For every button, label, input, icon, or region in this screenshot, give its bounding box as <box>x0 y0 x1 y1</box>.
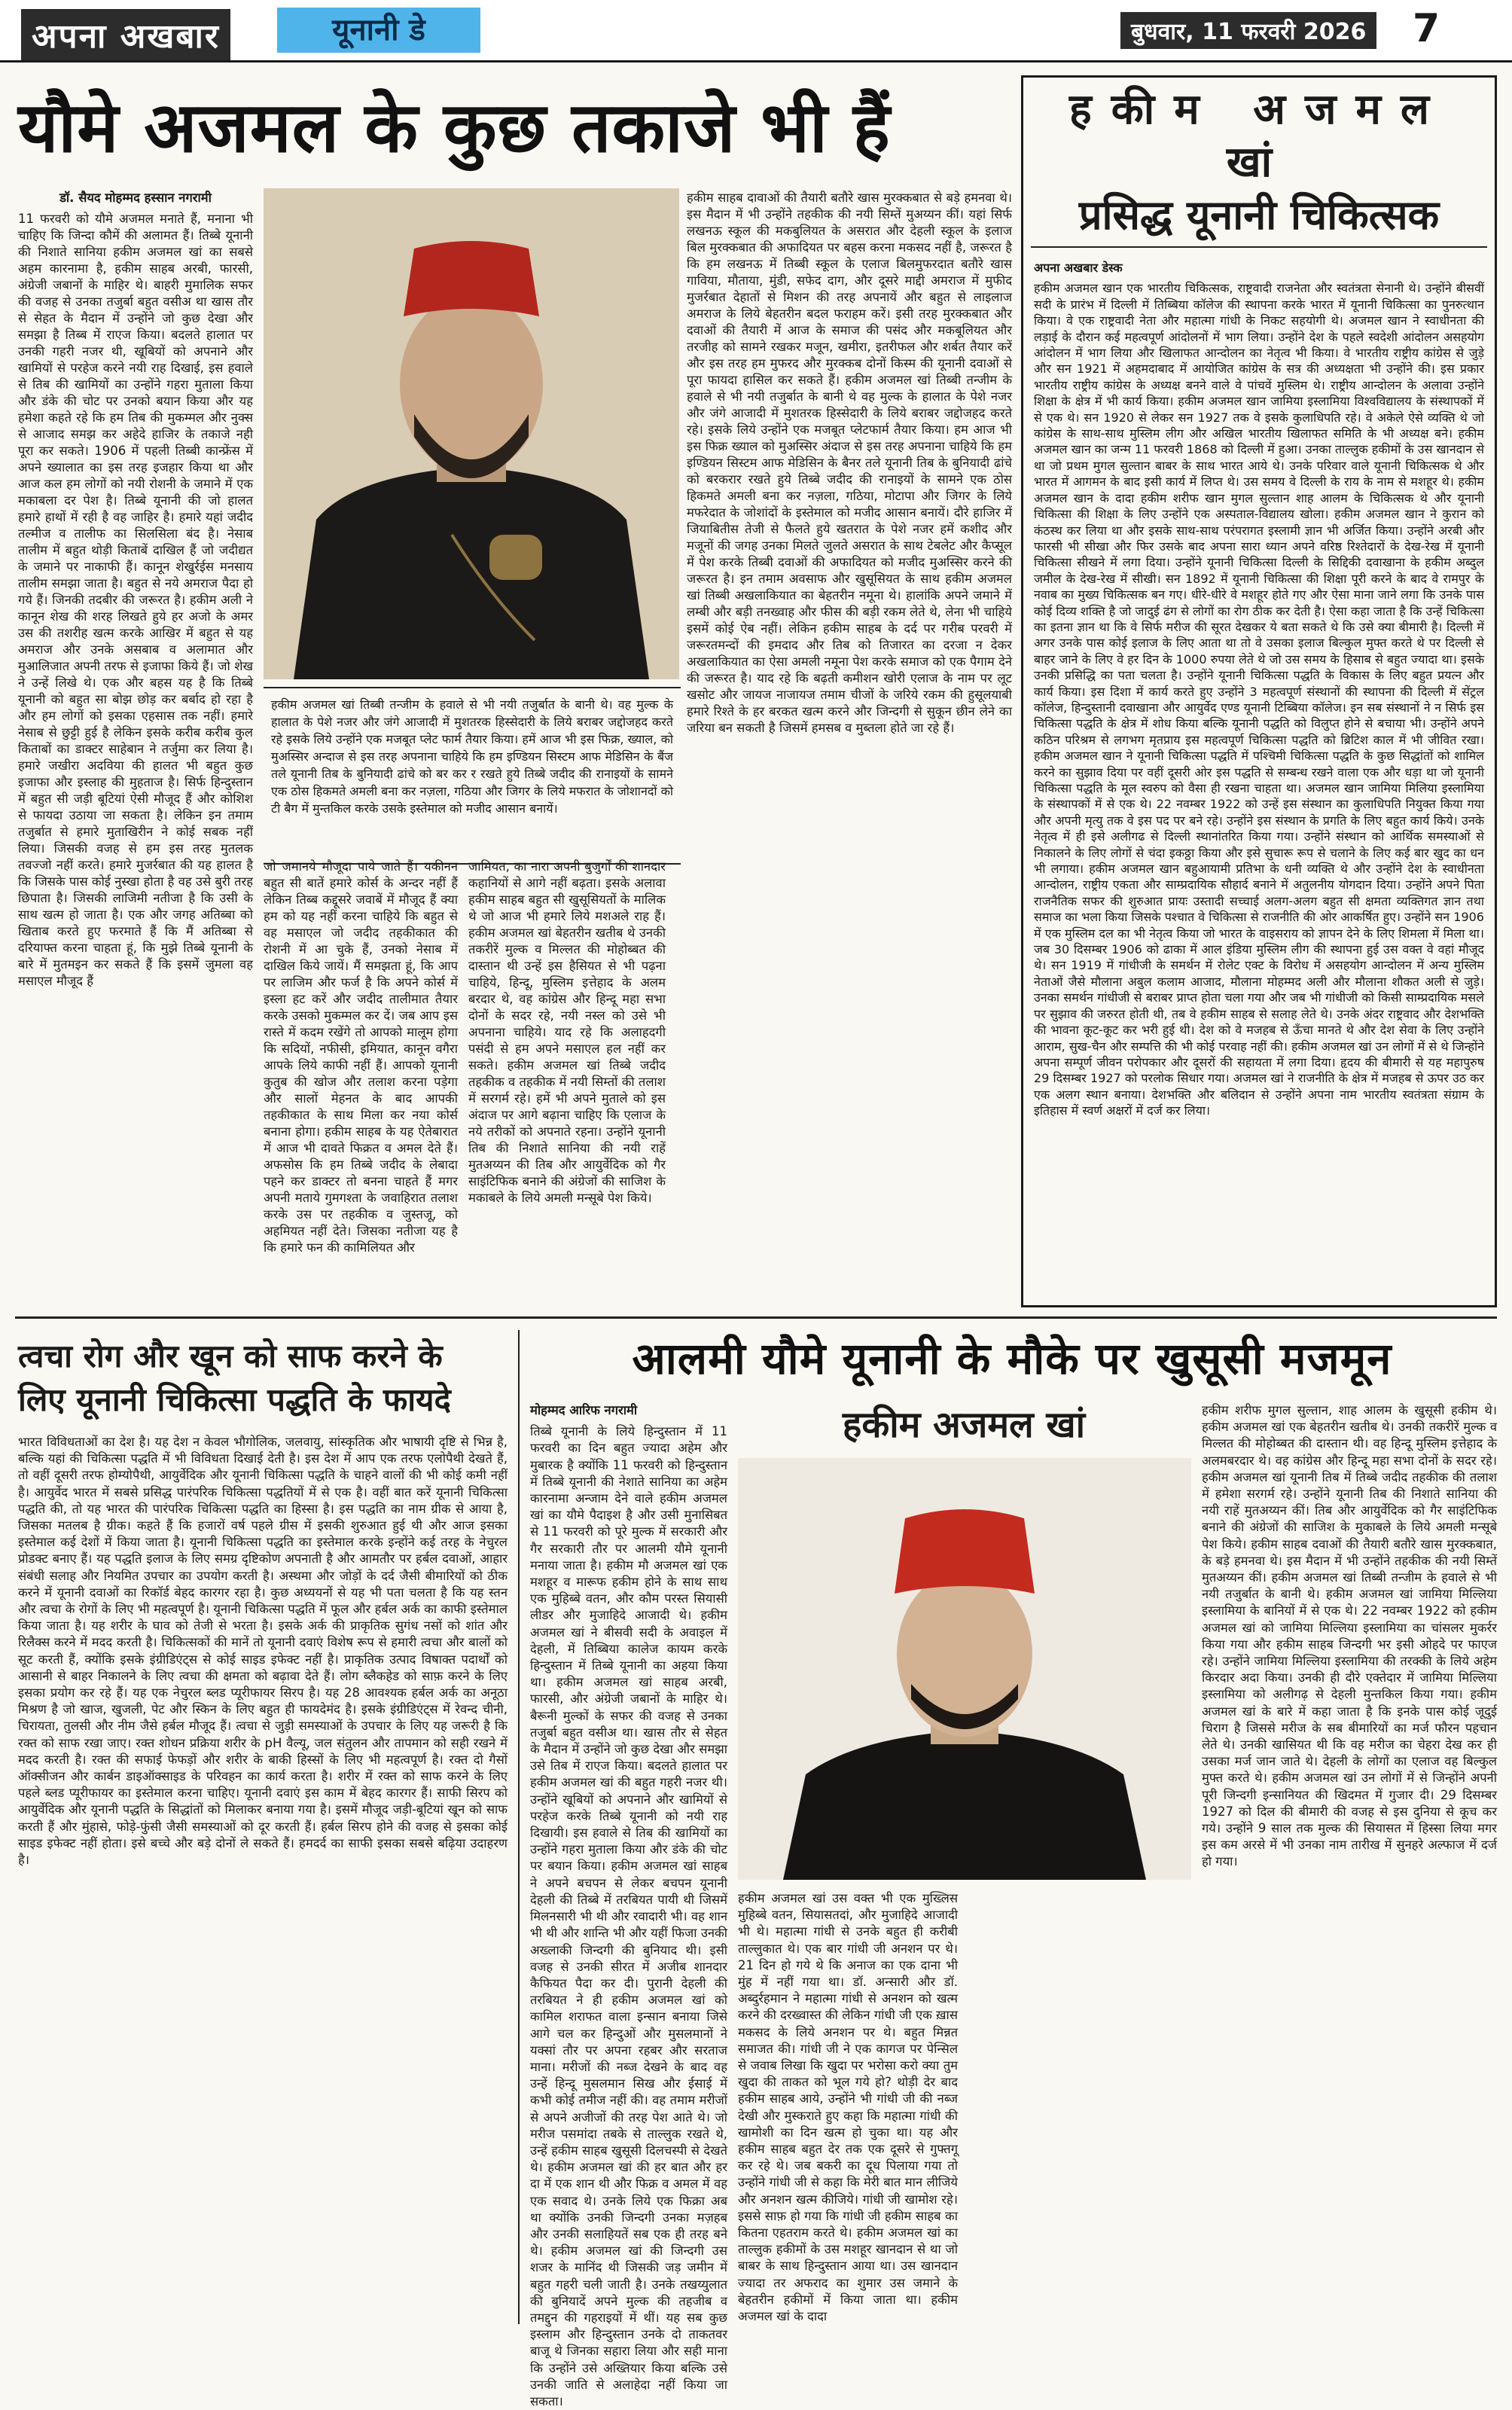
article3-headline: आलमी यौमे यूनानी के मौके पर खुसूसी मजमून <box>632 1333 1392 1384</box>
portrait-illustration-2 <box>738 1458 1191 1880</box>
article2-headline-line1: त्वचा रोग और खून को साफ करने के <box>18 1338 443 1374</box>
article1-caption: हकीम अजमल खां तिब्बी तन्जीम के हवाले से भी नयी तजुर्बात के बानी थे। वह मुल्क के हालात के पेशे नजर और जंगे आजादी में मुशतरक हिस्सेदारी के लिये बराबर जद्दोजहद करते रहे इसके लिये उन्होंने एक मजबूत प्लेट फार्म तैयार किया। हमें आज भी इस फिक्र, ख्याल, को मुअस्सिर अन्दाज से इस तरह अपनाना चाहिये कि हम इण्डियन सिस्टम आफ मेडिसिन के बैंज तले यूनानी तिब के बुनियादी ढांचे को बर कर र रखते हुये तिब्बे जदीद की रानाइयों के सामने एक ठोस हिकमते अमली बना कर नज़ला, गठिया और जिगर के लिये मफरात के जोशानदों को टी बैग में मुन्तकिल करके उसके इस्तेमाल को मजीद आसान बनायें। <box>264 687 681 865</box>
article2-body <box>18 1434 508 2323</box>
sidebar-box <box>1021 75 1497 1307</box>
article1-column-1 <box>18 190 253 1304</box>
masthead <box>0 0 1512 63</box>
article1-col2b-text: जो जमानये मौजूदा पाये जाते हैं। यकीनन बहुत सी बातें हमारे कोर्स के अन्दर नहीं हैं लेकिन तिब्ब कद्दूसरे जवाबें में मौजूद हैं क्या हम को यह नहीं करना चाहिये कि बहुत से वह मसाएल जो जदीद तहकीकात की रोशनी में आ चुके हैं, उनको नेसाब में दाखिल किये जायें। मैं समझता हूं, कि आप पर लाजिम और फर्ज है कि अपने कोर्स में इस्ला हट करें और जदीद तालीमात तैयार करके उसको मुकम्मल कर दें। जब आप इस रास्ते में कदम रखेंगे तो आपको मालूम होगा कि सदियों, नफीसी, इमियात, कानून वगैरा आपके लिये काफी नहीं हैं। आपको यूनानी कुतुब की खोज और तलाश करना पड़ेगा और सालों मेहनत के बाद आपकी तहकीकात के साथ मिला कर नया कोर्स बनाना होगा। हकीम साहब के यह ऐतेबारात में आज भी दावते फिक्रत व अमल देते हैं। अफसोस कि हम तिब्बे जदीद के लेबादा पहने कर डाक्टर तो बनना चाहते हैं मगर अपनी मताये गुमगश्ता के जवाहिरात तलाश करके उस पर तहकीक व जुस्तजू, को अहमियत नहीं देते। जिसका नतीजा यह है कि हमारे फन की कामिलियत और <box>264 859 458 1255</box>
article2-headline-line2: लिए यूनानी चिकित्सा पद्धति के फायदे <box>18 1381 451 1418</box>
section-divider <box>15 1316 1497 1319</box>
article1-column-3 <box>468 859 666 1303</box>
column-rule <box>518 1330 520 2324</box>
article1-col3-text: हकीम साहब दावाओं की तैयारी बतौरे खास मुरक्कबात से बड़े हमनवा थे। इस मैदान में भी उन्होंने तहकीक की नयी सिम्तें मुअय्यन कीं। यहां सिर्फ लखनऊ स्कूल की मकबुलियत के असरात और देहली स्कूल के इलाज बिल मुरक्कबात की अफादियत पर बहस करना मकसद नहीं है, जरूरत है कि हम लखनऊ में तिब्बी स्कूल के एलाज बिलमुफरदात बतौरे खास गाविया, मौताया, मुंडी, सफेद दाग, और दूसरे माद्दी अमराज में मुफीद मुजर्रबात देहातों से मिशन की तरह अपनायें और बहुत से लाइलाज अमराज के लिये बेहतरीन बदल फराहम करें। इसी तरह मुरक्कबात और दवाओं की तैयारी में आज के समाज की पसंद और मकबूलियत और तरजीह को सामने रखकर मजून, खमीरा, इतरीफल और शर्बत तैयार करें और इस तरह हम मुफरद और मुरक्कब दोनों किस्म की यूनानी दवाओं से पूरा फायदा हासिल कर सकते हैं। हकीम अजमल खां तिब्बी तन्जीम के हवाले से भी नयी तजुर्बात के बानी थे वह मुल्क के हालात के पेशे नजर और जंगे आजादी में मुशतरक हिस्सेदारी के लिये बराबर जद्दोजहद करते रहे। इसके लिये उन्होंने एक मजबूत प्लेटफार्म तैयार किया। हम आज भी इस फिक्र ख्याल को मुअस्सिर अंदाज से इस तरह अपनाना चाहिये कि हम इण्डियन सिस्टम आफ मेडिसिन के बैनर तले यूनानी तिब के बुनियादी ढांचे को बरकरार रखते हुये तिब्बे जदीद की रानाइयों के सामने एक ठोस हिकमते अमली बना कर नज़ला, गठिया, मोटापा और जिगर के लिये मफरेदात के जोशांदों के इस्तेमाल को मजीद आसान बनायें। दौरे हाजिर में जियाबितीस तेजी से फैलते हुये खतरात के पेशे नजर हमें कशीद और मजूनों की जगह उनका मिलते जुलते असरात के साथ टेबलेट और कैप्सूल में पेश करके तिब्बी दवाओं की अफादियत को मजीद मुअस्सिर करने की जरूरत है। इन तमाम अवसाफ और खुसूसियत के साथ हकीम अजमल खां तिब्बी अखलाकियात का बेहतरीन नमूना थे। हालांकि अपने जमाने में लम्बी और बड़ी तनख्वाह और फीस की बड़ी रकम लेते थे, लेना भी चाहिये इसमें कोई ऐब नहीं। लेकिन हकीम साहब के दर्द पर गरीब परवरी में जरूरतमन्दों की इमदाद और तिब को तिजारत का दरजा न देकर अखलाकियात का ऐसा अमली नमूना पेश करके समाज को एक पैगाम देने की जरूरत है। याद रहे कि बढ़ती कमीशन खोरी एलाज के नाम पर लूट खसोट और जायज नाजायज तमाम चीजों के जरिये रकम की हुसूलयाबी हमारे रिश्ते के हर बरकत खत्म करने और जिन्दगी से सुकून छीन लेने का जरिया बन सकती है जिसमें हमसब व मुब्तला होते जा रहे हैं। <box>687 191 1012 735</box>
portrait-photo-1 <box>264 188 679 679</box>
article1-column-4 <box>687 190 1012 1304</box>
page-number: 7 <box>1413 6 1440 51</box>
article1-headline: यौमे अजमल के कुछ तकाजे भी हैं <box>18 87 891 168</box>
article3-column-3 <box>970 1890 1190 2323</box>
sidebar-body <box>1034 260 1484 1344</box>
article1-col1-text: 11 फरवरी को यौमे अजमल मनाते हैं, मनाना भी चाहिए कि जिन्दा कौमें की अलामत हैं। तिब्बे यूनानी की निशाते सानिया हकीम अजमल खां का सबसे अहम कारनामा है, हकीम साहब अरबी, फारसी, अंग्रेजी जबानों के माहिर थे। बाहरी मुमालिक सफर की वजह से उनका तजुर्बा बहुत वसीअ था खास तौर से सेहत के मैदान में उन्होंने जो कुछ देखा और समझा है तिब्ब में राएज किया। बदलते हालात पर उनकी गहरी नजर थी, खूबियों को अपनाने और खामियों से परहेज करने नयी राह दिखाई, इस हवाले से तिब की खामियों का उन्होंने गहरा मुताला किया और डंके की चोट पर उनको बयान किया और यह हमेशा कहते रहे कि हम तिब की मुकम्मल और नुक्स से आजाद समझ कर अहेदे हाजिर के तकाजे नही पूरा कर सकते। 1906 में पहली तिब्बी कान्फ्रेंस में अपने ख्यालात का इस तरह इजहार किया था और आज कल हम लोगों को नयी रोशनी के जमाने में एक मकाबला दर पेश है। तिब्बे यूनानी की जो हालत हमारे हाथों में रही है वह जाहिर है। हमारे यहां जदीद तल्मीज व तालीफ का सिलसिला बंद है। नेसाब तालीम में बहुत थोड़ी किताबें दाखिल हैं जो जदीद्यत के जमाने पर नाकाफी हैं। कानून शेखुर्रईस मनसाय तालीम समझा जाता है। बहुत से नये अमराज पैदा हो गये हैं। जिनकी तदबीर की जरूरत है। हकीम अली ने कानून शेख की शरह लिखते हुये हर अजो के अमर उस की तशरीह खत्म करके आखिर में बहुत से यह अमराज और उनके असबाब व अलामात और मुआलिजात अपनी तरफ से इजाफा किये हैं। जो शेख ने उन्हें लिखे थे। एक और बहस यह है कि तिब्बे यूनानी को बहुत सा बोझ छोड़ कर बर्बाद हो रहा है और हम लोगों को इसका एहसास तक नहीं। हमारे नेसाब से छुट्टी हुई है लेकिन इसके करीब करीब कुल किताबों का डाक्टर साहेबान ने तर्जुमा कर लिया है। हमारे जखीरा अदविया की हालत भी बहुत कुछ इजाफा और इस्लाह की मुहताज है। सिर्फ हिन्दुस्तान में बहुत सी जड़ी बूटियां ऐसी मौजूद हैं और कोशिश से फायदा उठाया जा सकता है। लेकिन इन तमाम तजुर्बात से हमारे मुताखिरीन ने कोई सबक नहीं लिया। जिसकी वजह से हम इस तरह मुतलक तवज्जो नहीं करते। हमारे मुजर्रबात की यह हालत है कि जिसके पास कोई नुस्खा होता है वह उसे बुरी तरह छिपाता है। जिसकी लाजिमी नतीजा है कि उसी के साथ खत्म हो जाता है। एक और जगह अतिब्बा को खिताब करते हुए फरमाते हैं कि मैं अतिब्बा से दरियाफ्त करना चाहता हूं, कि मुझे तिब्बे यूनानी के बारे में मुतमइन कर सकते हैं कि इसमें जुमला वह मसाएल मौजूद हैं <box>18 212 253 988</box>
sidebar-heading-name: हकीम अजमल खां <box>1068 85 1450 187</box>
article3-col3-text: हकीम शरीफ मुगल सुल्तान, शाह आलम के खुसूसी हकीम थे। हकीम अजमल खां एक बेहतरीन खतीब थे। उनकी तकरीरें मुल्क व मिल्लत की मोहोब्बत की दास्तान थी। वह हिन्दू मुस्लिम इत्तेहाद के अलमबरदार थे। वह कांग्रेस और हिन्दू महा सभा दोनों के सदर रहे। हकीम अजमल खां यूनानी तिब में तिब्बे जदीद तहकीक की तलाश में हमेशा सरगर्म रहे। उन्होंने यूनानी तिब की निशाते सानिया की नयी राहें मुतअय्यन कीं। तिब और आयुर्वेदिक को गैर साइंटिफिक बनाने की अंग्रेजों की साजिश के मुकाबले के लिये अमली मन्सूबे पेश किये। हकीम साहब दवाओं की तैयारी बतौरे खास मुरक्कबात, के बड़े हमनवा थे। इस मैदान में भी उन्होंने तहकीक की नयी सिम्तें मुतअय्यन कीं। हकीम अजमल खां तिब्बी तन्जीम के हवाले से भी नयी तजुर्बात के बानी थे। हकीम अजमल खां जामिया मिल्लिया इस्लामिया के बानियों में से एक थे। 22 नवम्बर 1922 को हकीम अजमल खां को जामिया मिल्लिया इस्लामिया का चांसलर मुकर्रर किया गया और हकीम साहब जिन्दगी भर इसी ओहदे पर फाएज रहे। उन्होंने जामिया मिल्लिया इस्लामिया की तरक्की के लिये अहेम किरदार अदा किया। उनकी ही दौरे एक्तेदार में जामिया मिल्लिया इस्लामिया को अलीगढ़ से देहली मुन्तकिल किया गया। हकीम अजमल खां के बारे में कहा जाता है कि इनके पास कोई जूदुई चिराग है जिससे मरीज के सब बीमारियों का मर्ज फौरन पहचान लेते थे। उनकी खासियत थी कि वह मरीज का चेहरा देख कर ही उसका मर्ज जान जाते थे। देहली के लोगों का एलाज वह बिल्कुल मुफ्त करते थे। हकीम अजमल खां उन लोगों में से जिन्होंने अपनी पूरी जिन्दगी इन्सानियत की खिदमत में गुजार दी। 29 दिसम्बर 1927 को दिल की बीमारी की वजह से इस दुनिया से कूच कर गये। उन्होंने 9 साल तक मुल्क की सियासत में हिस्सा लिया मगर इस कम अरसे में भी उनका नाम तारीख में सुनहरे अल्फाज में दर्ज हो गया। <box>1202 1403 1497 1869</box>
portrait-illustration <box>264 188 679 679</box>
article3-column-2 <box>738 1890 958 2323</box>
section-label: यूनानी डे <box>277 8 480 53</box>
issue-date: बुधवार, 11 फरवरी 2026 <box>1120 12 1376 49</box>
article2-text: भारत विविधताओं का देश है। यह देश न केवल भौगोलिक, जलवायु, सांस्कृतिक और भाषायी दृष्टि से भिन्न है, बल्कि यहां की चिकित्सा पद्धति में भी विविधता दिखाई देती है। इस देश में आप एक तरफ एलोपैथी देखते हैं, तो वहीं दूसरी तरफ होम्योपैथी, आयुर्वेदिक और यूनानी चिकित्सा पद्धति के चाहने वालों की भी कोई कमी नहीं है। आयुर्वेद भारत में सबसे प्रसिद्ध पारंपरिक चिकित्सा पद्धतियों में से एक है। वहीं बात करें यूनानी चिकित्सा पद्धति की, तो यह भारत की पारंपरिक चिकित्सा पद्धति का हिस्सा है। इस पद्धति का नाम ग्रीक से आया है, जिसका मतलब है ग्रीक। कहते हैं कि हजारों वर्ष पहले ग्रीस में इसकी शुरुआत हुई थी और आज इसका इस्तेमाल कई देशों में किया जाता है। यूनानी चिकित्सा पद्धति का इस्तेमाल करके इन्होंने कई तरह के नेचुरल प्रोडक्ट बनाए हैं। यह पद्धति इलाज के लिए समग्र दृष्टिकोण अपनाती है और आमतौर पर हर्बल दवाओं, आहार संबंधी सलाह और नियमित उपचार का उपयोग करती है। अस्थमा और जोड़ों के दर्द जैसी बीमारियों को ठीक करने में यूनानी दवाओं का रिकॉर्ड बेहद कारगर रहा है। कुछ अध्ययनों से यह भी पता चलता है कि यह स्तन और त्वचा के रोगों के लिए भी महत्वपूर्ण है। यूनानी चिकित्सा पद्धति में फूल और हर्बल अर्क का काफी इस्तेमाल किया जाता है। यह शरीर के घाव को तेजी से भरता है। इसके अर्क की प्राकृतिक सुगंध नसों को शांत और रिलैक्स करने में मदद करती है। चिकित्सकों की मानें तो यूनानी दवाएं विशेष रूप से हमारी त्वचा और बालों को सूट करती हैं, क्योंकि इसके इंग्रीडिएंट्स से कोई साइड इफेक्ट नहीं है। प्राकृतिक उत्पाद विषाक्त पदार्थों को आसानी से बाहर निकालने के लिए त्वचा की क्षमता को बढ़ावा देते हैं। लोग ब्लैकहेड को साफ़ करने के लिए इसका प्रयोग कर रहे हैं। यह एक नेचुरल ब्लड प्यूरीफायर सिरप है। यह 28 आवश्यक हर्बल अर्क का अनूठा मिश्रण है जो खाज, खुजली, पेट और स्किन के लिए बहुत ही फायदेमंद है। इसके इंग्रीडिएंट्स में रेवन्द चीनी, चिरायता, तुलसी और नीम जैसे हर्बल मौजूद हैं। त्वचा से जुड़ी समस्याओं के उपचार के लिए यह जरूरी है कि रक्त को साफ रखा जाए। रक्त शोधन प्रक्रिया शरीर के pH वैल्यू, जल संतुलन और तापमान को सही रखने में मदद करती है। रक्त की सफाई फेफड़ों और शरीर के बाकी हिस्सों के लिए भी महत्वपूर्ण है। रक्त दो गैसों ऑक्सीजन और कार्बन डाइऑक्साइड के परिवहन का कार्य करता है। शरीर में रक्त को साफ करने के लिए पहले ब्लड प्यूरीफायर का इस्तेमाल करना चाहिए। यूनानी दवाएं इस काम में बेहद कारगर हैं। साफी सिरप को आयुर्वेदिक और यूनानी पद्धति के सिद्धांतों को मिलाकर बनाया गया है। इसमें मौजूद जड़ी-बूटियां खून को साफ करती हैं और मुंहासे, फोड़े-फुंसी जैसी समस्याओं को दूर करती हैं। हर्बल सिरप होने की वजह से इसका कोई साइड इफेक्ट नहीं होता। इसे बच्चे और बड़े दोनों ले सकते हैं। हमदर्द का साफी इसका सबसे बढ़िया उदाहरण है। <box>18 1435 508 1868</box>
article1-col3b-text: जामियत, का नारा अपनी बुजुर्गों की शानदार कहानियों से आगे नहीं बढ़ता। इसके अलावा हकीम साहब बहुत सी खुसूसियतों के मालिक थे जो आज भी हमारे लिये मशअले राह हैं। हकीम अजमल खां बेहतरीन खतीब थे उनकी तकरीरें मुल्क व मिल्लत की मोहोब्बत की दास्तान थी उन्हें इस हैसियत से भी पढ़ना चाहिये, हिन्दू, मुस्लिम इत्तेहाद के अलम बरदार थे, वह कांग्रेस और हिन्दू महा सभा दोनों के सदर रहे, नयी नस्ल को उसे भी अपनाना चाहिये। याद रहे कि अलाहदगी पसंदी से हम अपने मसाएल हल नहीं कर सकते। हकीम अजमल खां तिब्बे जदीद तहकीक व तहकीक में नयी सिम्तों की तलाश में सरगर्म रहे। हमें भी अपने मुताले को इस अंदाज पर आगे बढ़ाना चाहिए कि एलाज के नये तरीकों को अपनाते रहना। उन्होंने यूनानी तिब की निशाते सानिया की नयी राहें मुतअय्यन की तिब और आयुर्वेदिक को गैर साइंटिफिक बनाने की अंग्रेजों की साजिश के मकाबले के लिये अमली मन्सूबे पेश किये। <box>468 859 666 1205</box>
article3-subhead: हकीम अजमल खां <box>842 1404 1086 1446</box>
article3-col1-text: तिब्बे यूनानी के लिये हिन्दुस्तान में 11 फरवरी का दिन बहुत ज्यादा अहेम और मुबारक है क्योंकि 11 फरवरी को हिन्दुस्तान में तिब्बे यूनानी की नेशाते सानिया का अहेम कारनामा अन्जाम देने वाले हकीम अजमल खां का यौमे पैदाइश है और उसी मुनासिबत से 11 फरवरी को पूरे मुल्क में सरकारी और गैर सरकारी तौर पर आलमी यौमे यूनानी मनाया जाता है। हकीम मौ अजमल खां एक मशहूर व मारूफ हकीम होने के साथ साथ एक मुहिब्बे वतन, और कौम परस्त सियासी लीडर और मुजाहिदे आजादी थे। हकीम अजमल खां ने बीसवी सदी के अवाइल में देहली, में तिब्बिया कालेज कायम करके हिन्दुस्तान में तिब्बे यूनानी का अहया किया था। हकीम अजमल खां साहब अरबी, फारसी, और अंग्रेजी जबानों के माहिर थे। बैरूनी मुल्कों के सफर की वजह से उनका तजुर्बा बहुत वसीअ था। खास तौर से सेहत के मैदान में उन्होंने जो कुछ देखा और समझा उसे तिब में राएज किया। बदलते हालात पर हकीम अजमल खां की बहुत गहरी नजर थी। उन्होंने खूबियों को अपनाने और खामियों से परहेज करके तिब्बे यूनानी को नयी राह दिखायी। इस हवाले से तिब की खामियों का उन्होंने गहरा मुताला किया और डंके की चोट पर बयान किया। हकीम अजमल खां साहब ने अपने बचपन से लेकर बचपन यूनानी देहली की तिब्बे में तरबियत पायी थी जिसमें मिलनसारी भी थी और रवादारी भी। वह शान भी थी और शान्ति भी और यहीं फिजा उनकी अख्लाकी जिन्दगी की बुनियाद थी। इसी वजह से उनकी सीरत में अजीब शानदार कैफियत पैदा कर दी। पुरानी देहली की तरबियत ने ही हकीम अजमल खां को कामिल शराफत वाला इन्सान बनाया जिसे आगे चल कर हिन्दुओं और मुसलमानों ने यक्सां तौर पर अपना रहबर और सरताज माना। मरीजों की नब्ज देखने के बाद वह उन्हें हिन्दू मुसलमान सिख और ईसाई में कभी कोई तमीज नहीं की। वह तमाम मरीजों से अपने अजीजों की तरह पेश आते थे। जो मरीज पसमांदा तबके से ताल्लुक रखते थे, उन्हें हकीम साहब खुसूसी दिलचस्पी से देखते थे। हकीम अजमल खां की हर बात और हर दा में एक शान थी और फिक्र व अमल में वह एक सवाद थे। उनके लिये एक फिक्रा अब था क्योंकि उनकी जिन्दगी उनका मज़हब और उनकी सलाहियतें सब एक ही तरह बने थे। हकीम अजमल खां की जिन्दगी उस शजर के मानिंद थी जिसकी जड़ जमीन में बहुत गहरी चली जाती है। उनके तखय्युलात की बुनियादें अपने मुल्क की तहजीब व तमद्दुन की गहराइयों में थीं। यह सब कुछ इस्लाम और हिन्दुस्तान उनके दो ताकतवर बाजू थे जिनका सहारा लिया और सही माना कि उन्होंने उसे अख्तियार किया बल्कि उसे उनकी जाति से अलाहेदा नहीं किया जा सकता। <box>530 1424 727 2408</box>
article3-column-4 <box>1202 1402 1497 2323</box>
article3-column-1 <box>530 1402 727 2408</box>
newspaper-name: अपना अखबार <box>21 9 230 60</box>
article3-byline: मोहम्मद आरिफ नगरामी <box>530 1403 638 1417</box>
portrait-photo-2 <box>738 1458 1191 1880</box>
sidebar-heading-title: प्रसिद्ध यूनानी चिकित्सक <box>1031 189 1487 248</box>
article3-col2-text: हकीम अजमल खां उस वक्त भी एक मुख्लिस मुहिब्बे वतन, सियासतदां, और मुजाहिदे आजादी भी थे। महात्मा गांधी से उनके बहुत ही करीबी ताल्लुकात थे। एक बार गांधी जी अनशन पर थे। 21 दिन हो गये थे कि अनाज का एक दाना भी मुंह में नहीं गया था। डॉ. अन्सारी और डॉ. अब्दुर्रहमान ने महात्मा गांधी से अनशन को खत्म करने की दरख्वास्त की लेकिन गांधी जी एक ख़ास मकसद के लिये अनशन पर थे। बहुत मिन्नत समाजत की। गांधी जी ने एक कागज पर पेन्सिल से जवाब लिखा कि खुदा पर भरोसा करो क्या तुम खुदा की ताकत को भूल गये हो? थोड़ी देर बाद हकीम साहब आये, उन्होंने भी गांधी जी की नब्ज देखी और मुस्कराते हुए कहा कि महात्मा गांधी की खामोशी का दिन खत्म हो चुका था। यह और हकीम साहब बहुत देर तक एक दूसरे से गुफ्तगू कर रहे थे। जब बकरी का दूध पिलाया गया तो उन्होंने गांधी जी से कहा कि मेरी बात मान लीजिये और अनशन खत्म कीजिये। गांधी जी खामोश रहे। इससे साफ़ हो गया कि गांधी जी हकीम साहब का कितना एहतराम करते थे। हकीम अजमल खां का ताल्लुक हकीमों के उस मशहूर खानदान से था जो बाबर के साथ हिन्दुस्तान आया था। उस खानदान ज्यादा तर अफराद का शुमार उस जमाने के बेहतरीन हकीमों में किया जाता था। हकीम अजमल खां के दादा <box>738 1891 958 2324</box>
article2-headline <box>18 1335 515 1422</box>
sidebar-text: हकीम अजमल खान एक भारतीय चिकित्सक, राष्ट्रवादी राजनेता और स्वतंत्रता सेनानी थे। उन्होंने बीसवीं सदी के प्रारंभ में दिल्ली में तिब्बिया कॉलेज की स्थापना करके भारत में यूनानी चिकित्सा का पुनरुत्थान किया। वे एक राष्ट्रवादी नेता और महात्मा गांधी के निकट सहयोगी थे। अजमल खान ने स्वाधीनता की लड़ाई के दौरान कई महत्वपूर्ण आंदोलनों में भाग लिया। उन्होंने देश के पहले स्वदेशी आंदोलन असहयोग आंदोलन में भाग लिया और खिलाफत आन्दोलन का नेतृत्व भी किया। वे भारतीय राष्ट्रीय कांग्रेस से जुड़े और सन 1921 में अहमदाबाद में आयोजित कांग्रेस के सत्र की अध्यक्षता भी उन्होंने की। इस प्रकार भारतीय राष्ट्रीय कांग्रेस के अध्यक्ष बनने वाले वे पांचवें मुस्लिम थे। राष्ट्रीय आन्दोलन के अलावा उन्होंने शिक्षा के क्षेत्र में भी कार्य किया। हकीम अजमल खान जामिया इस्लामिया विश्वविद्यालय के संस्थापकों में से एक थे। सन 1920 से लेकर सन 1927 तक वे इसके कुलाधिपति रहे। वे अकेले ऐसे व्यक्ति थे जो कांग्रेस के साथ-साथ मुस्लिम लीग और अखिल भारतीय खिलाफत समिति के भी अध्यक्ष बने। हकीम अजमल खान का जन्म 11 फरवरी 1868 को दिल्ली में हुआ। उनका ताल्लुक हकीमों के उस खानदान से था जो प्रथम मुगल सुल्तान बाबर के साथ भारत आये थे। उनके परिवार वाले यूनानी चिकित्सक थे और भारत में आगमन के बाद इसी कार्य में लिप्त थे। उस समय वे दिल्ली के राय के नाम से मशहूर थे। हकीम अजमल खान के दादा हकीम शरीफ खान मुगल सुल्तान शाह आलम के चिकित्सक थे और यूनानी चिकित्सा की शिक्षा के लिए उन्होंने एक अस्पताल-विद्यालय खोला। हकीम अजमल खान ने कुरान को कंठस्थ कर लिया था और इसके साथ-साथ परंपरागत इस्लामी ज्ञान भी अर्जित किया। उन्होंने अरबी और फारसी भी सीखा और फिर उसके बाद अपना सारा ध्यान अपने वरिष्ठ रिश्तेदारों के देख-रेख में यूनानी चिकित्सा सीखने में लगा दिया। उन्होंने यूनानी चिकित्सा दिल्ली के सिद्दिकी दवाखाना के हकीम अब्दुल जमील के देख-रेख में सीखी। सन 1892 में यूनानी चिकित्सा की शिक्षा पूरी करने के बाद वे रामपुर के नवाब का मुख्य चिकित्सक बन गए। धीरे-धीरे वे मशहूर होते गए और ऐसा माना जाने लगा कि उनके पास कोई दिव्य शक्ति है जो जादुई ढंग से लोगों का रोग ठीक कर देती है। ऐसा कहा जाता है कि उन्हें चिकित्सा का इतना ज्ञान था कि वे सिर्फ मरीज की सूरत देखकर ये बता सकते थे कि उसे क्या बीमारी है। दिल्ली में अगर उनके पास कोई इलाज के लिए आता था तो वे उसका इलाज बिल्कुल मुफ्त करते थे पर दिल्ली से बाहर जाने के लिए वे हर दिन के 1000 रुपया लेते थे जो उस समय के हिसाब से बहुत ज्यादा था। इसके उनकी प्रसिद्धि का पता चलता है। उन्होंने यूनानी चिकित्सा पद्धति के विकास के लिए बहुत प्रयत्न और कार्य किया। इस दिशा में कार्य करते हुए उन्होंने 3 महत्वपूर्ण संस्थानों की स्थापना की दिल्ली में सेंट्रल कॉलेज, हिन्दुस्तानी दवाखाना और आयुर्वेद एण्ड यूनानी टिब्बिया कॉलेज। इन सब संस्थानों ने न सिर्फ इस चिकित्सा पद्धति के क्षेत्र में शोध किया बल्कि यूनानी पद्धति को विलुप्त होने से बचाया भी। उन्होंने अपने कठिन परिश्रम से लगभग मृतप्राय इस महत्वपूर्ण चिकित्सा पद्धति को ब्रिटिश काल में भी जीवित रखा। हकीम अजमल खान ने यूनानी चिकित्सा पद्धति में पश्चिमी चिकित्सा पद्धति के कुछ सिद्धांतों को शामिल करने का सुझाव दिया पर वहीं दूसरी ओर इस पद्धति से सम्बन्ध रखने वाला एक और धड़ा था जो यूनानी चिकित्सा पद्धति के मूल स्वरुप को वैसा ही रखना चाहता था। अजमल खान जामिया मिलिया इस्लामिया के संस्थापकों में से एक थे। 22 नवम्बर 1922 को उन्हें इस संस्थान का कुलाधिपति नियुक्त किया गया और अपनी मृत्यु तक वे इस पद पर बने रहे। उन्होंने इस संस्थान के प्रगति के लिए बहुत कार्य किये। उनके नेतृत्व में ही इसे अलीगढ से दिल्ली स्थानांतरित किया गया। उन्होंने संस्थान को आर्थिक समस्याओं से निकालने के लिए लोगों से चंदा इकठ्ठा किया और इसे सुचारू रूप से चलाने के लिए कई बार खुद का धन भी लगाया। हकीम अजमल खान बहुआयामी प्रतिभा के धनी व्यक्ति थे और उन्होंने देश के स्वाधीनता आन्दोलन, राष्ट्रीय एकता और साम्प्रदायिक सौहार्द बनाने में अतुलनीय योगदान दिया। उन्होंने अपने पिता राजनैतिक सफर की शुरुआत प्रायः उस्तादी सच्चाई अलग-अलग बहुत सी क्षमता व्यक्तिगत ज्ञान तथा समाज का भला किया जिसके पश्चात वे चिकित्सा से राजनीति की ओर आकर्षित हुए। उन्होंने सन 1906 में एक मुस्लिम दल का भी नेतृत्व किया जो भारत के वाइसराय को ज्ञापन देने के लिए शिमला में मिला था। जब 30 दिसम्बर 1906 को ढाका में आल इंडिया मुस्लिम लीग की स्थापना हुई उस वक्त वे वहां मौजूद थे। सन 1919 में गांधीजी के समर्थन में रोलेट एक्ट के विरोध में असहयोग आन्दोलन में अन्य मुस्लिम नेताओं जैसे मौलाना अबुल कलाम आजाद, मौलाना मोहम्मद अली और मौलाना शौकत अली से जुड़े। उनका समर्थन गांधीजी से बराबर प्राप्त होता चला गया और जब भी गांधीजी को किसी साम्प्रदायिक मसले पर सुझाव की जरुरत होती थी, तब वे हकीम साहब से सलाह लेते थे। उनके अंदर राष्ट्रवाद और देशभक्ति की भावना कूट-कूट कर भरी हुई थी। देश को वे मजहब से ऊँचा मानते थे और देश सेवा के लिए उन्होंने आराम, सुख-चैन और सम्पत्ति की भी कोई परवाह नहीं की। हकीम अजमल खां उन लोगों में से थे जिन्होंने अपना सम्पूर्ण जीवन परोपकार और दूसरों की सहायता में लगा दिया। हृदय की बीमारी से यह महापुरुष 29 दिसम्बर 1927 को परलोक सिधार गया। अजमल खां ने राजनीति के क्षेत्र में मजहब से ऊपर उठ कर एक अलग स्थान बनाया। देशभक्ति और बलिदान से उन्होंने अपना नाम भारतीय स्वतंत्रता संग्राम के इतिहास में स्वर्ण अक्षरों में दर्ज कर लिया। <box>1034 281 1485 1118</box>
sidebar-byline: अपना अखबार डेस्क <box>1034 261 1123 275</box>
article1-column-2 <box>264 859 458 1303</box>
article1-byline: डॉ. सैयद मोहम्मद हस्सान नगरामी <box>59 191 212 205</box>
